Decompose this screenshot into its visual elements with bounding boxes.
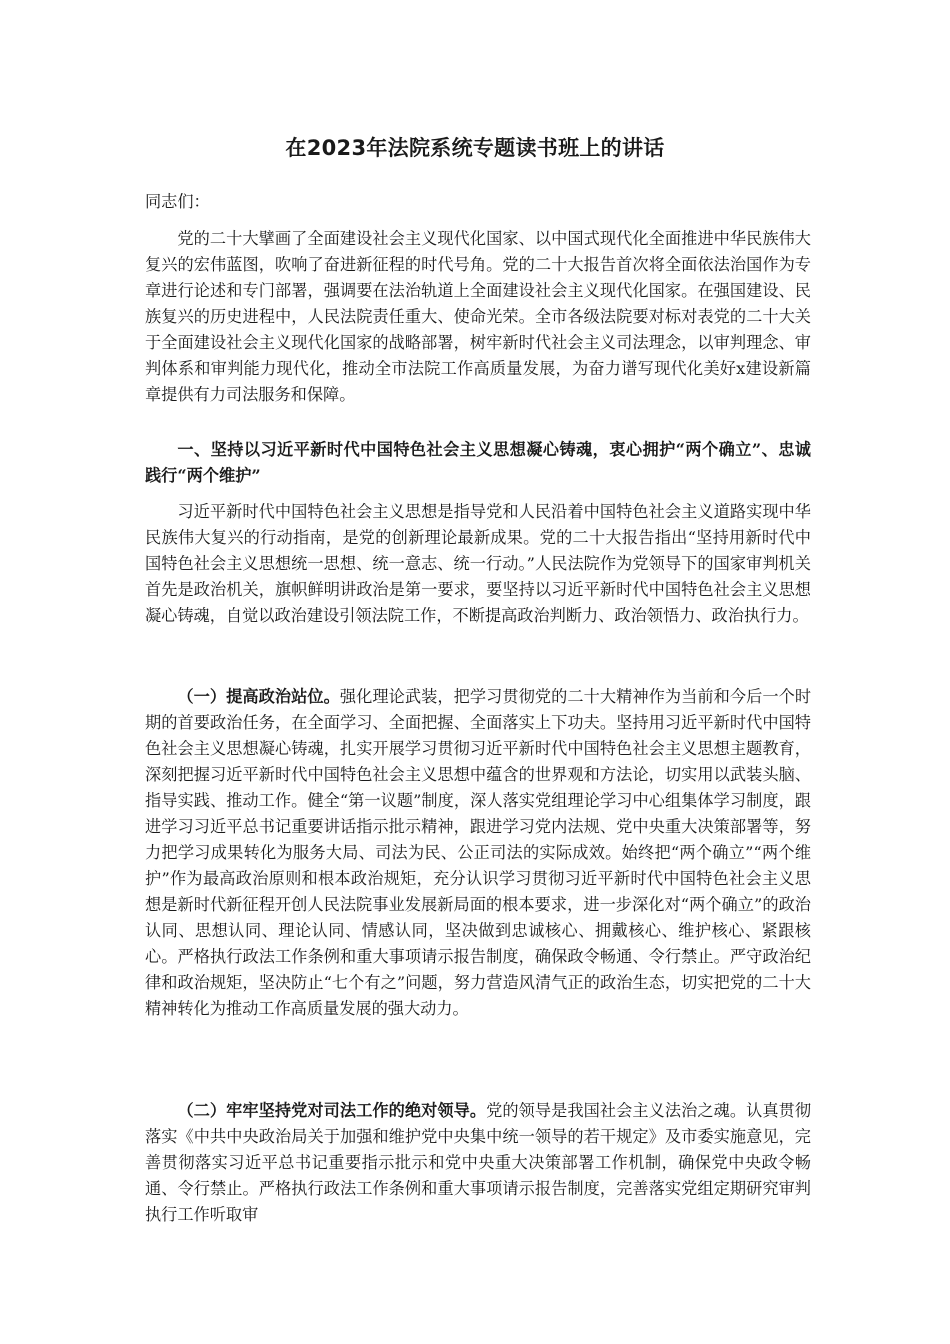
subsection-lead: （一）提高政治站位。 xyxy=(177,687,340,706)
intro-paragraph: 党的二十大擘画了全面建设社会主义现代化国家、以中国式现代化全面推进中华民族伟大复兴的宏伟蓝图，吹响了奋进新征程的时代号角。党的二十大报告首次将全面依法治国作为专章进行论述和专门部署，强调要在法治轨道上全面建设社会主义现代化国家。在强国建设、民族复兴的历史进程中，人民法院责任重大、使命光荣。全市各级法院要对标对表党的二十大关于全面建设社会主义现代化国家的战略部署，树牢新时代社会主义司法理念，以审判理念、审判体系和审判能力现代化，推动全市法院工作高质量发展，为奋力谱写现代化美好x建设新篇章提供有力司法服务和保障。 xyxy=(145,229,811,404)
subsection-lead: （二）牢牢坚持党对司法工作的绝对领导。 xyxy=(177,1101,487,1120)
section-body-paragraph: 习近平新时代中国特色社会主义思想是指导党和人民沿着中国特色社会主义道路实现中华民族伟大复兴的行动指南，是党的创新理论最新成果。党的二十大报告指出“坚持用新时代中国特色社会主义思想统一思想、统一意志、统一行动。”人民法院作为党领导下的国家审判机关首先是政治机关，旗帜鲜明讲政治是第一要求，要坚持以习近平新时代中国特色社会主义思想凝心铸魂，自觉以政治建设引领法院工作，不断提高政治判断力、政治领悟力、政治执行力。 xyxy=(145,502,811,625)
subsection-text: 党的领导是我国社会主义法治之魂。认真贯彻落实《中共中央政治局关于加强和维护党中央集中统一领导的若干规定》及市委实施意见，完善贯彻落实习近平总书记重要指示批示和党中央重大决策部署工作机制，确保党中央政令畅通、令行禁止。严格执行政法工作条例和重大事项请示报告制度，完善落实党组定期研究审判执行工作听取审 xyxy=(145,1101,812,1224)
section-heading: 一、坚持以习近平新时代中国特色社会主义思想凝心铸魂，衷心拥护“两个确立”、忠诚践行“两个维护” xyxy=(145,440,811,485)
subsection-paragraph xyxy=(145,684,811,1022)
subsection-text: 强化理论武装，把学习贯彻党的二十大精神作为当前和今后一个时期的首要政治任务，在全面学习、全面把握、全面落实上下功夫。坚持用习近平新时代中国特色社会主义思想凝心铸魂，扎实开展学习贯彻习近平新时代中国特色社会主义思想主题教育，深刻把握习近平新时代中国特色社会主义思想中蕴含的世界观和方法论，切实用以武装头脑、指导实践、推动工作。健全“第一议题”制度，深人落实党组理论学习中心组集体学习制度，跟进学习习近平总书记重要讲话指示批示精神，跟进学习党内法规、党中央重大决策部署等，努力把学习成果转化为服务大局、司法为民、公正司法的实际成效。始终把“两个确立”“两个维护”作为最高政治原则和根本政治规矩，充分认识学习贯彻习近平新时代中国特色社会主义思想是新时代新征程开创人民法院事业发展新局面的根本要求，进一步深化对“两个确立”的政治认同、思想认同、理论认同、情感认同，坚决做到忠诚核心、拥戴核心、维护核心、紧跟核心。严格执行政法工作条例和重大事项请示报告制度，确保政令畅通、令行禁止。严守政治纪律和政治规矩，坚决防止“七个有之”问题，努力营造风清气正的政治生态，切实把党的二十大精神转化为推动工作高质量发展的强大动力。 xyxy=(145,687,812,1018)
salutation: 同志们： xyxy=(145,192,210,211)
document-title: 在2023年法院系统专题读书班上的讲话 xyxy=(285,136,665,160)
subsection-paragraph xyxy=(145,1098,811,1228)
